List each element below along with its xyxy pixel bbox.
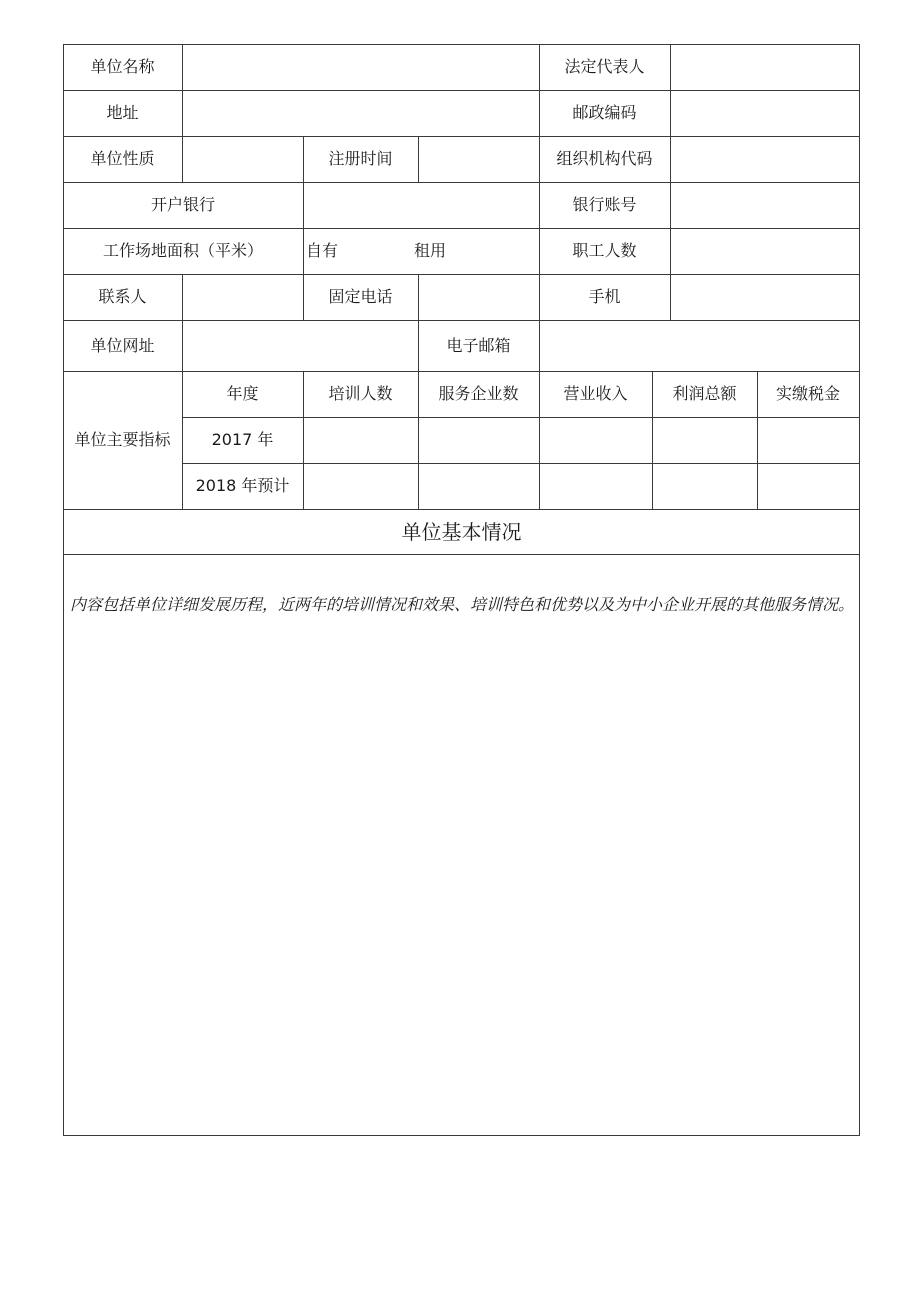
table-cell[interactable] — [758, 418, 859, 463]
rent-area-label[interactable]: 租用 — [413, 241, 446, 260]
table-cell[interactable] — [540, 418, 652, 463]
table-cell[interactable] — [540, 464, 652, 509]
basic-info-textarea[interactable] — [64, 555, 859, 1135]
table-cell[interactable] — [304, 418, 418, 463]
reg-time-field[interactable] — [419, 137, 539, 182]
table-cell[interactable] — [653, 418, 757, 463]
phone-field[interactable] — [419, 275, 539, 320]
header-revenue: 营业收入 — [563, 384, 628, 403]
bank-field[interactable] — [304, 183, 539, 228]
unit-name-field[interactable] — [183, 45, 539, 90]
area-label: 工作场地面积（平米） — [102, 241, 263, 260]
indicators-label: 单位主要指标 — [74, 430, 171, 449]
contact-label: 联系人 — [98, 287, 147, 306]
email-field[interactable] — [540, 321, 859, 371]
bank-label: 开户银行 — [150, 195, 215, 214]
mobile-label: 手机 — [588, 287, 621, 306]
reg-time-label: 注册时间 — [328, 149, 393, 168]
header-year: 年度 — [226, 384, 259, 403]
basic-info-note: 内容包括单位详细发展历程，近两年的培训情况和效果、培训特色和优势以及为中小企业开展的其他服务情况。 — [69, 595, 854, 614]
legal-rep-label: 法定代表人 — [564, 57, 645, 76]
own-area-label[interactable]: 自有 — [305, 241, 338, 260]
rule — [63, 1135, 860, 1136]
staff-count-field[interactable] — [671, 229, 859, 274]
mobile-field[interactable] — [671, 275, 859, 320]
postal-code-field[interactable] — [671, 91, 859, 136]
table-cell[interactable] — [419, 418, 539, 463]
phone-label: 固定电话 — [328, 287, 393, 306]
website-field[interactable] — [183, 321, 418, 371]
address-field[interactable] — [183, 91, 539, 136]
org-code-label: 组织机构代码 — [556, 149, 653, 168]
staff-count-label: 职工人数 — [572, 241, 637, 260]
website-label: 单位网址 — [90, 335, 155, 355]
basic-info-title: 单位基本情况 — [401, 519, 522, 544]
postal-code-label: 邮政编码 — [572, 103, 637, 122]
year-2017: 2017 年 — [211, 430, 274, 449]
header-profit: 利润总额 — [672, 384, 737, 403]
table-cell[interactable] — [304, 464, 418, 509]
org-code-field[interactable] — [671, 137, 859, 182]
table-cell[interactable] — [419, 464, 539, 509]
table-cell[interactable] — [758, 464, 859, 509]
address-label: 地址 — [106, 103, 139, 122]
header-taxes: 实缴税金 — [775, 384, 840, 403]
contact-field[interactable] — [183, 275, 303, 320]
bank-account-field[interactable] — [671, 183, 859, 228]
header-trainees: 培训人数 — [328, 384, 393, 403]
year-2018-forecast: 2018 年预计 — [195, 476, 290, 495]
unit-nature-field[interactable] — [183, 137, 303, 182]
unit-name-label: 单位名称 — [90, 57, 155, 76]
unit-nature-label: 单位性质 — [90, 149, 155, 168]
email-label: 电子邮箱 — [446, 335, 511, 355]
header-enterprises-served: 服务企业数 — [438, 384, 519, 403]
table-cell[interactable] — [653, 464, 757, 509]
bank-account-label: 银行账号 — [572, 195, 637, 214]
legal-rep-field[interactable] — [671, 45, 859, 90]
